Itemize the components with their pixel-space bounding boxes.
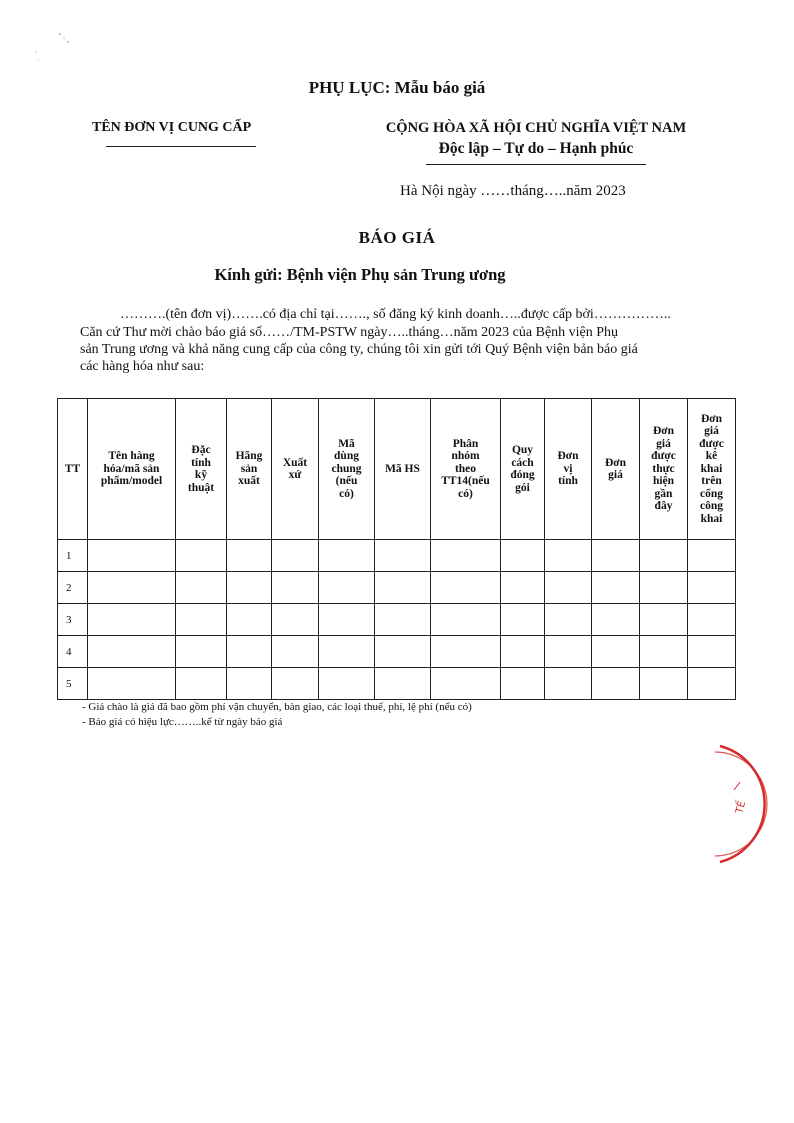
column-header-line: Đơn <box>700 412 723 425</box>
table-cell <box>375 572 431 604</box>
table-cell <box>501 604 545 636</box>
table-row <box>58 636 736 668</box>
supplier-underline <box>106 146 256 147</box>
table-cell <box>176 668 227 700</box>
motto-underline <box>426 164 646 165</box>
table-cell <box>431 604 501 636</box>
column-header-line: đóng <box>510 469 535 481</box>
scan-speck <box>30 28 80 68</box>
column-header-line: có) <box>458 487 473 500</box>
table-cell <box>545 572 592 604</box>
column-header-line: xuất <box>238 475 260 488</box>
table-cell <box>319 604 375 636</box>
column-header <box>227 399 272 540</box>
republic-header: CỘNG HÒA XÃ HỘI CHỦ NGHĨA VIỆT NAM <box>385 120 687 136</box>
column-header-line: TT14(nếu <box>441 475 490 488</box>
table-cell <box>431 540 501 572</box>
column-header-line: (nếu <box>335 475 358 488</box>
table-cell <box>640 540 688 572</box>
table-cell <box>431 636 501 668</box>
table-cell <box>272 636 319 668</box>
table-cell <box>88 540 176 572</box>
table-cell <box>545 604 592 636</box>
column-header-line: khai <box>700 512 723 525</box>
table-cell <box>227 572 272 604</box>
column-header-line: vị <box>563 462 573 475</box>
table-cell <box>272 572 319 604</box>
table-cell <box>227 636 272 668</box>
date-line: Hà Nội ngày ……tháng…..năm 2023 <box>400 183 626 199</box>
column-header-line: theo <box>454 462 477 475</box>
table-cell <box>176 636 227 668</box>
table-cell <box>640 572 688 604</box>
column-header <box>319 399 375 540</box>
table-cell <box>375 668 431 700</box>
stamp-seal <box>712 744 772 864</box>
table-cell <box>319 636 375 668</box>
column-header-line: dùng <box>334 450 359 463</box>
document-heading: BÁO GIÁ <box>358 228 436 247</box>
column-header-line: kỹ <box>194 469 208 481</box>
column-header-line: Xuất <box>282 456 308 469</box>
table-cell <box>688 540 736 572</box>
column-header-line: tính <box>558 475 578 488</box>
column-header-line: hiện <box>652 475 675 488</box>
column-header-line: có) <box>339 487 354 500</box>
table-row <box>58 604 736 636</box>
table-cell <box>501 540 545 572</box>
table-cell <box>640 636 688 668</box>
column-header-line: tính <box>191 456 211 469</box>
column-header-line: công <box>700 500 723 513</box>
table-cell <box>176 572 227 604</box>
note-line: - Giá chào là giá đã bao gồm phí vận chuyển, bàn giao, các loại thuế, phí, lệ phí (nếu có) <box>82 701 472 713</box>
column-header-line: thuật <box>187 481 215 494</box>
table-cell <box>176 604 227 636</box>
row-number: 5 <box>58 668 88 700</box>
recipient-line: Kính gửi: Bệnh viện Phụ sản Trung ương <box>214 265 506 284</box>
supplier-label: TÊN ĐƠN VỊ CUNG CẤP <box>92 120 252 135</box>
table-cell <box>688 636 736 668</box>
column-header <box>375 399 431 540</box>
table-cell <box>319 572 375 604</box>
column-header-line: giá <box>704 425 719 438</box>
column-header-line: Tên hàng <box>108 450 155 463</box>
column-header <box>431 399 501 540</box>
column-header-line: Hãng <box>235 450 263 463</box>
table-cell <box>592 604 640 636</box>
table-cell <box>545 636 592 668</box>
column-header <box>58 399 88 540</box>
note-line: - Báo giá có hiệu lực……..kể từ ngày báo giá <box>82 716 283 728</box>
column-header <box>640 399 688 540</box>
column-header <box>501 399 545 540</box>
column-header-line: trên <box>701 475 722 488</box>
table-cell <box>227 540 272 572</box>
table-cell <box>592 572 640 604</box>
table-cell <box>640 604 688 636</box>
table-cell <box>592 540 640 572</box>
column-header-line: Quy <box>511 444 534 456</box>
column-header-line: sản <box>240 462 258 475</box>
row-number: 1 <box>58 540 88 572</box>
national-motto: Độc lập – Tự do – Hạnh phúc <box>438 140 634 157</box>
column-header-line: được <box>651 450 676 463</box>
table-cell <box>319 540 375 572</box>
paragraph-line: các hàng hóa như sau: <box>80 359 205 374</box>
quotation-table <box>57 398 736 700</box>
table-cell <box>227 604 272 636</box>
column-header-line: cách <box>511 456 534 469</box>
column-header-line: Phân <box>452 437 479 450</box>
table-cell <box>375 604 431 636</box>
table-cell <box>592 668 640 700</box>
column-header-line: giá <box>656 437 671 450</box>
table-cell <box>431 668 501 700</box>
column-header <box>592 399 640 540</box>
table-header-row <box>58 399 736 540</box>
table-cell <box>592 636 640 668</box>
table-row <box>58 668 736 700</box>
table-row <box>58 540 736 572</box>
table-cell <box>545 668 592 700</box>
table-cell <box>688 604 736 636</box>
column-header <box>688 399 736 540</box>
column-header-line: Mã <box>338 437 355 450</box>
column-header-line: Đơn <box>652 425 675 438</box>
column-header-line: cổng <box>700 487 723 500</box>
row-number: 3 <box>58 604 88 636</box>
column-header <box>545 399 592 540</box>
column-header-line: giá <box>608 469 623 481</box>
table-cell <box>501 668 545 700</box>
column-header-line: xứ <box>288 469 302 481</box>
table-cell <box>272 668 319 700</box>
column-header-line: Đơn <box>604 456 627 469</box>
table-cell <box>501 636 545 668</box>
table-cell <box>640 668 688 700</box>
column-header-line: hóa/mã sản <box>103 462 160 475</box>
column-header-line: đây <box>654 500 673 513</box>
table-cell <box>688 572 736 604</box>
column-header-line: TT <box>64 462 81 475</box>
table-cell <box>272 604 319 636</box>
column-header-line: Đơn <box>557 450 579 463</box>
column-header-line: kê <box>705 450 718 463</box>
table-row <box>58 572 736 604</box>
column-header-line: phẩm/model <box>100 475 163 488</box>
column-header <box>176 399 227 540</box>
table-cell <box>88 636 176 668</box>
column-header-line: Đặc <box>191 444 211 456</box>
row-number: 4 <box>58 636 88 668</box>
column-header-line: thực <box>652 462 675 475</box>
table-cell <box>88 572 176 604</box>
table-cell <box>227 668 272 700</box>
table-cell <box>88 668 176 700</box>
paragraph-line: ……….(tên đơn vị)…….có địa chỉ tại……., số đăng ký kinh doanh…..được cấp bởi…………….. <box>120 307 671 322</box>
table-cell <box>501 572 545 604</box>
stamp-text: TẾ <box>734 799 749 815</box>
column-header-line: gần <box>654 487 673 500</box>
row-number: 2 <box>58 572 88 604</box>
paragraph-line: sản Trung ương và khả năng cung cấp của công ty, chúng tôi xin gửi tới Quý Bệnh viện bản báo giá <box>80 342 638 357</box>
column-header-line: gói <box>515 481 530 494</box>
page-title: PHỤ LỤC: Mẫu báo giá <box>308 78 486 97</box>
table-cell <box>688 668 736 700</box>
table-cell <box>545 540 592 572</box>
table-cell <box>88 604 176 636</box>
column-header-line: chung <box>331 462 362 475</box>
table-cell <box>431 572 501 604</box>
table-cell <box>176 540 227 572</box>
table-cell <box>375 636 431 668</box>
column-header <box>88 399 176 540</box>
column-header-line: được <box>699 437 724 450</box>
table-cell <box>375 540 431 572</box>
table-cell <box>272 540 319 572</box>
column-header-line: nhóm <box>451 450 480 463</box>
column-header-line: khai <box>700 462 723 475</box>
table-cell <box>319 668 375 700</box>
paragraph-line: Căn cứ Thư mời chào báo giá số……/TM-PSTW ngày…..tháng…năm 2023 của Bệnh viện Phụ <box>80 325 619 340</box>
column-header <box>272 399 319 540</box>
column-header-line: Mã HS <box>385 462 420 475</box>
